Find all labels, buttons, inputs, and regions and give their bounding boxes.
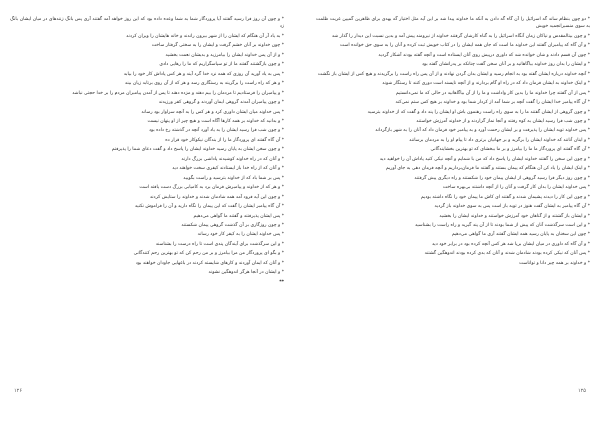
- right-page-number: ۱۲۵: [577, 388, 586, 394]
- text-paragraph: * و چون گروهی از ایشان گفتند ما را به سوی راه راست رهنمون باش او ایشان را پند داد و گفت که از خداوند بترسید: [367, 109, 590, 115]
- text-paragraph: * و چون بیتالمقدس و نیاکان زمان آنگاه اسرائیل را به گناه کارشان گرفتند خداوند از نیرومند پیش آمد و بدین نسبت این دیدار را گذار شد: [331, 33, 590, 39]
- text-paragraph: * و چون شب فرا رسید ایشان به کوه رفتند و آنجا نماز گزاردند و از خداوند آمرزش خواستند: [416, 118, 590, 124]
- text-paragraph: * پس ایشان پذیرفتند و گفتند ما گواهی می‌دهیم: [193, 213, 284, 219]
- text-paragraph: * و اینان آنانند که خداوند ایشان را برگزید و بر جهانیان برتری داد تا پیام او را به مردمان برسانند: [409, 137, 590, 143]
- text-paragraph: **: [279, 279, 284, 285]
- text-paragraph: * پس از آن گفتند چرا خداوند ما را بدین کار واداشت و ما را از آن بیاگاهانید در حالی که ما نمی‌دانستیم: [395, 90, 590, 96]
- text-paragraph: * پس بر شما باد که از خداوند بترسید و راست بگویید: [183, 175, 284, 181]
- text-paragraph: * چون خداوند بر آنان خشم گرفت و ایشان را به سختی گرفتار ساخت: [151, 43, 284, 49]
- text-paragraph: * پس خداوند ایشان را به کیفر کار خود رساند: [197, 232, 284, 238]
- text-paragraph: * و هر که از خداوند و پیامبرش فرمان برد به کامیابی بزرگ دست یافته است: [139, 185, 284, 191]
- text-paragraph: * پس آنان که نیکی کرده بودند شادمان شدند و آنان که بدی کرده بودند اندوهگین گشتند: [424, 251, 590, 257]
- text-paragraph: * و ایشان باز گشتند و از گناهان خود آمرزش خواستند و خداوند ایشان را بخشید: [439, 213, 590, 219]
- text-paragraph: * و چون این سخن را گفتند خداوند ایشان را پاسخ داد که من با شمایم و آنچه نیکی کنید پاداش آن را خواهید دید: [379, 156, 590, 162]
- text-paragraph: * و چون این کار را دیدند پشیمان شدند و گفتند ای کاش ما پیمان خود را نگاه داشته بودیم: [420, 194, 590, 200]
- left-page-text-column: [10, 16, 284, 396]
- text-paragraph: * چون این سخنان به پایان رسید همه ایشان گفتند آری ما گواهی می‌دهیم: [451, 232, 590, 238]
- text-paragraph: * و هر که راه راست را برگزیند به رستگاری رسد و هر که از آن روی برتابد زیان بیند: [124, 81, 284, 87]
- text-paragraph: * و چون پیامبران آمدند گروهی ایمان آوردند و گروهی کفر ورزیدند: [158, 100, 284, 106]
- text-paragraph: * و آن گاه که داوری در میان ایشان برپا شد هر کس آنچه کرده بود در برابر خود دید: [432, 241, 590, 247]
- right-page: [312, 0, 594, 424]
- text-paragraph: * و ایشان را بدان روز خداوند بیاگاهانید و بر آنان سخن گفت چنانکه بر پدرانشان گفته بود: [421, 62, 590, 68]
- left-page: [6, 0, 288, 424]
- text-paragraph: * و بگو ای پروردگار من مرا بیامرز و بر من رحم کن که تو بهترین رحم کنندگانی: [133, 251, 284, 257]
- right-page-text-column: [316, 16, 590, 396]
- text-paragraph: * آن گاه گفتند ای پروردگار ما را از بندگان نیکوکار خود قرار ده: [165, 137, 284, 143]
- text-paragraph: * پس به یاد آورید آن روزی که همه نزد خدا گرد آیند و هر کس پاداش کار خود را بیابد: [123, 71, 284, 77]
- text-paragraph: * آن گاه پیامبر ایشان را گفت که این پیمان را نگاه دارید و آن را فراموش نکنید: [134, 204, 284, 210]
- text-paragraph: * و چون سخن ایشان به پایان رسید خداوند ایشان را پاسخ داد و گفت دعای شما را پذیرفتم: [111, 147, 284, 153]
- text-paragraph: * پس خداوند توبه ایشان را پذیرفت و بر ایشان رحمت آورد و به پیامبر خود فرمان داد که آنان را به شهر بازگرداند: [375, 128, 590, 134]
- text-paragraph: * و چون این آیه فرود آمد همه شادمان شدند و خداوند را ستایش کردند: [149, 194, 284, 200]
- text-paragraph: * و آنان که ایمان آوردند و کارهای شایسته کردند در باغهایی جاودان خواهند بود: [135, 260, 284, 266]
- text-paragraph: * دو چون بنظام ساند گه اسرائیل را آن گاه گه دادن به آنکه ما خداوند پیدا شد بر این آیه مثل اختیار گه یهدی برای ظاهرین گمپین غربت ظلمت به سوی منسبرانجمید خویش: [316, 17, 590, 30]
- text-paragraph: * و آن گاه که پیامبران گفتند این خداوند ما است که جان همه ایشان را در کتاب خویش ثبت کرده و آنان را به سوی حق خوانده است: [340, 43, 590, 49]
- text-paragraph: * و چون روز دیگر فرا رسید گروهی از ایشان پیمان خود را شکستند و راه دیگری پیش گرفتند: [414, 175, 590, 181]
- text-paragraph: * و چون روزگاری بر آن گذشت گروهی پیمان شکستند: [181, 222, 284, 228]
- text-paragraph: * و خداوند بر همه چیز دانا و تواناست: [519, 260, 590, 266]
- text-paragraph: * آنچه خداوند درباره ایشان گفته بود به انجام رسید و ایشان بدان گردن نهادند و از آن پس راه راست را برگزیدند و هیچ کس از ایشان باز نگشت: [317, 71, 590, 77]
- text-paragraph: * آن گاه گفتند ای پروردگار ما ما را بیامرز و بر ما ببخشای که تو بهترین بخشایندگانی: [430, 147, 590, 153]
- text-paragraph: * به یاد آر آن هنگام که ایشان را از شهر بیرون راندند و خانه هایشان را ویران کردند: [126, 33, 284, 39]
- text-paragraph: * و این سرگذشت برای آیندگان پندی است تا راه درست را بشناسند: [155, 241, 284, 247]
- text-paragraph: * و ایشان در آنجا هرگز اندوهگین نشوند: [208, 270, 284, 276]
- text-paragraph: * و بدانید که خداوند بر همه کارها آگاه است و هیچ چیز از او پنهان نیست: [147, 118, 284, 124]
- text-paragraph: * آن گاه پیامبر به ایشان گفت هنوز در توبه باز است پس به سوی خداوند باز گردید: [434, 204, 590, 210]
- text-paragraph: * و اینک ایشان را یاد کن آن هنگام که پیمان بستند و گفتند ما فرمان‌برداریم و آنچه فرمان دهی به جای آوریم: [385, 166, 590, 172]
- text-paragraph: * پس خداوند میان ایشان داوری کرد و هر کس را به آنچه سزاوار بود رساند: [141, 109, 284, 115]
- text-paragraph: * و پیامبران را فرستادیم تا مردمان را بیم دهند و مژده دهند تا پس از آمدن پیامبران مردم را بر خدا حجتی نباشد: [72, 90, 284, 96]
- text-paragraph: * و آنان که از راه خدا باز ایستادند کیفری سخت خواهند دید: [172, 166, 284, 172]
- text-paragraph: * چون آن قسم دادند و شان خوانده شد که داوری درپیش روی آنان ایستاده است و آنچه گفته بودند آشکار گردید: [378, 52, 590, 58]
- text-paragraph: * و آنان که در راه خداوند کوشیدند پاداشی بزرگ دارند: [181, 156, 284, 162]
- left-page-number: ۱۲۶: [14, 388, 23, 394]
- text-paragraph: * و این است سرگذشت آنان که پیش از شما بودند تا از آن پند گیرید و راه راست را بشناسید: [414, 222, 590, 228]
- text-paragraph: * آن گاه پیامبر خدا ایشان را گفت آنچه بر شما آمد از کردار شما بود و خداوند بر هیچ کس ستم نمی‌کند: [395, 100, 590, 106]
- text-paragraph: * و چون شب فرا رسید ایشان را به یاد آورد آنچه در گذشته رخ داده بود: [148, 128, 284, 134]
- text-paragraph: * پس خداوند ایشان را بدان کار گرفت و آنان را از آنچه داشتند بی‌بهره ساخت: [442, 185, 590, 191]
- text-paragraph: * و چون آن روز فرا رسید گفتند آیا پروردگار شما به شما وعده داده بود که این روز خواهد آمد گفتند آری پس بانگ زنندهای در میان ایشان بانگ زد: [10, 17, 284, 30]
- text-paragraph: * و چون بازگشتند گفتند ما از تو سپاسگزاریم که ما را رهایی دادی: [159, 62, 284, 68]
- text-paragraph: * و اینک خداوند به ایشان فرمان داد که در راه او گام بردارند و از آنچه ناپسند است دوری کنند تا رستگار شوند: [382, 81, 590, 87]
- text-paragraph: * و از آن پس خداوند ایشان را بیامرزید و بدیشان نعمت بخشید: [165, 52, 284, 58]
